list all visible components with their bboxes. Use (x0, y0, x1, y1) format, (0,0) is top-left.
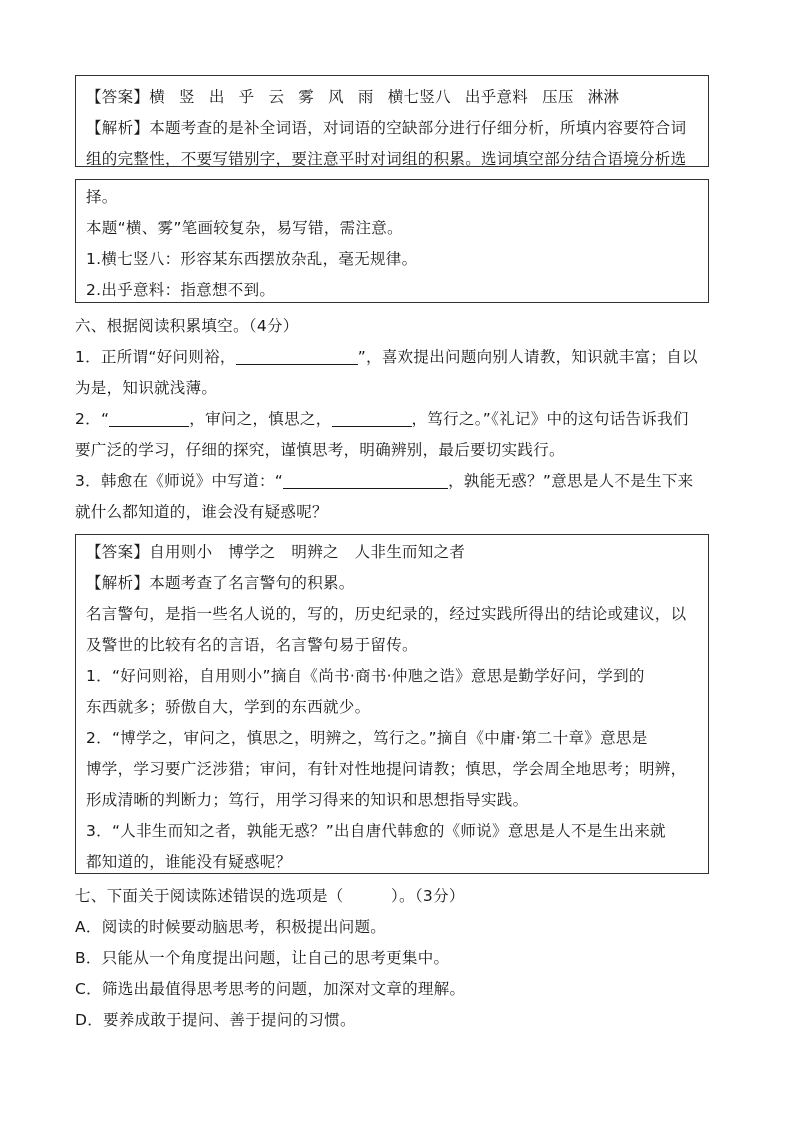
answer-words (149, 88, 633, 106)
analysis-line: 1．“好问则裕，自用则小”摘自《尚书·商书·仲虺之诰》意思是勤学好问，学到的 (86, 667, 645, 685)
analysis-line: 及警世的比较有名的言语，名言警句易于留传。 (86, 636, 418, 654)
section-heading: 六、根据阅读积累填空。（4分） (75, 317, 299, 335)
question-2: 2．“ ，审问之，慎思之， ，笃行之。”《礼记》中的这句话告诉我们 (75, 410, 689, 428)
answer-word: 横七竖八 (387, 88, 451, 106)
analysis-line: 都知道的，谁能没有疑惑呢？ (86, 853, 292, 871)
answer-word: 压压 (542, 88, 574, 106)
analysis-line: 名言警句，是指一些名人说的，写的，历史纪录的，经过实践所得出的结论或建议，以 (86, 605, 687, 623)
analysis-line: 【解析】本题考查的是补全词语，对词语的空缺部分进行仔细分析，所填内容要符合词 (86, 119, 687, 137)
analysis-line: 博学，学习要广泛涉猎；审问，有针对性地提问请教；慎思，学会周全地思考；明辨， (86, 760, 687, 778)
option-b[interactable]: B．只能从一个角度提出问题，让自己的思考更集中。 (75, 949, 450, 967)
answer-box-6 (75, 534, 709, 874)
section-6 (75, 311, 715, 528)
answer-word: 雾 (298, 88, 315, 106)
analysis-line: 本题“横、雾”笔画较复杂，易写错，需注意。 (86, 219, 403, 237)
answer-word: 乎 (238, 88, 255, 106)
analysis-line: 2.出乎意料：指意想不到。 (86, 281, 276, 299)
option-d[interactable]: D．要养成敢于提问、善于提问的习惯。 (75, 1011, 356, 1029)
answer-label: 【答案】 (86, 88, 150, 106)
answer-word: 出 (208, 88, 225, 106)
answer-word: 横 (149, 88, 166, 106)
question-3: 3．韩愈在《师说》中写道：“ ，孰能无惑？”意思是人不是生下来 (75, 472, 694, 490)
analysis-line: 择。 (86, 188, 118, 206)
answer-line: 【答案】自用则小 博学之 明辨之 人非生而知之者 (86, 543, 466, 561)
section-7 (75, 881, 715, 1036)
fill-blank[interactable] (236, 347, 358, 365)
answer-line (86, 82, 698, 113)
question-2-cont: 要广泛的学习，仔细的探究，谨慎思考，明确辨别，最后要切实践行。 (75, 441, 565, 459)
answer-word: 竖 (179, 88, 195, 106)
option-c[interactable]: C．筛选出最值得思考思考的问题，加深对文章的理解。 (75, 980, 466, 998)
answer-word: 云 (268, 88, 285, 106)
answer-word: 雨 (357, 88, 374, 106)
fill-blank[interactable] (332, 409, 412, 427)
fill-blank[interactable] (283, 471, 448, 489)
analysis-line: 1.横七竖八：形容某东西摆放杂乱，毫无规律。 (86, 250, 418, 268)
analysis-line: 2．“博学之，审问之，慎思之，明辨之，笃行之。”摘自《中庸·第二十章》意思是 (86, 729, 648, 747)
answer-word: 出乎意料 (464, 88, 529, 106)
question-1-cont: 为是，知识就浅薄。 (75, 379, 218, 397)
question-1: 1．正所谓“好问则裕， ”，喜欢提出问题向别人请教，知识就丰富；自以 (75, 348, 698, 366)
answer-word: 风 (328, 88, 344, 106)
analysis-line: 3．“人非生而知之者，孰能无惑？”出自唐代韩愈的《师说》意思是人不是生出来就 (86, 822, 666, 840)
analysis-line: 【解析】本题考查了名言警句的积累。 (86, 574, 355, 592)
analysis-box-5-continued (75, 179, 709, 303)
fill-blank[interactable] (109, 409, 189, 427)
question-3-cont: 就什么都知道的，谁会没有疑惑呢？ (75, 503, 328, 521)
analysis-line: 形成清晰的判断力；笃行，用学习得来的知识和思想指导实践。 (86, 791, 529, 809)
answer-box-5 (75, 75, 709, 167)
option-a[interactable]: A．阅读的时候要动脑思考，积极提出问题。 (75, 918, 387, 936)
answer-word: 淋淋 (587, 88, 620, 106)
analysis-line: 组的完整性，不要写错别字，要注意平时对词组的积累。选词填空部分结合语境分析选 (86, 150, 687, 168)
analysis-line: 东西就多；骄傲自大，学到的东西就少。 (86, 698, 371, 716)
section-heading: 七、下面关于阅读陈述错误的选项是（ ）。（3分） (75, 887, 465, 905)
